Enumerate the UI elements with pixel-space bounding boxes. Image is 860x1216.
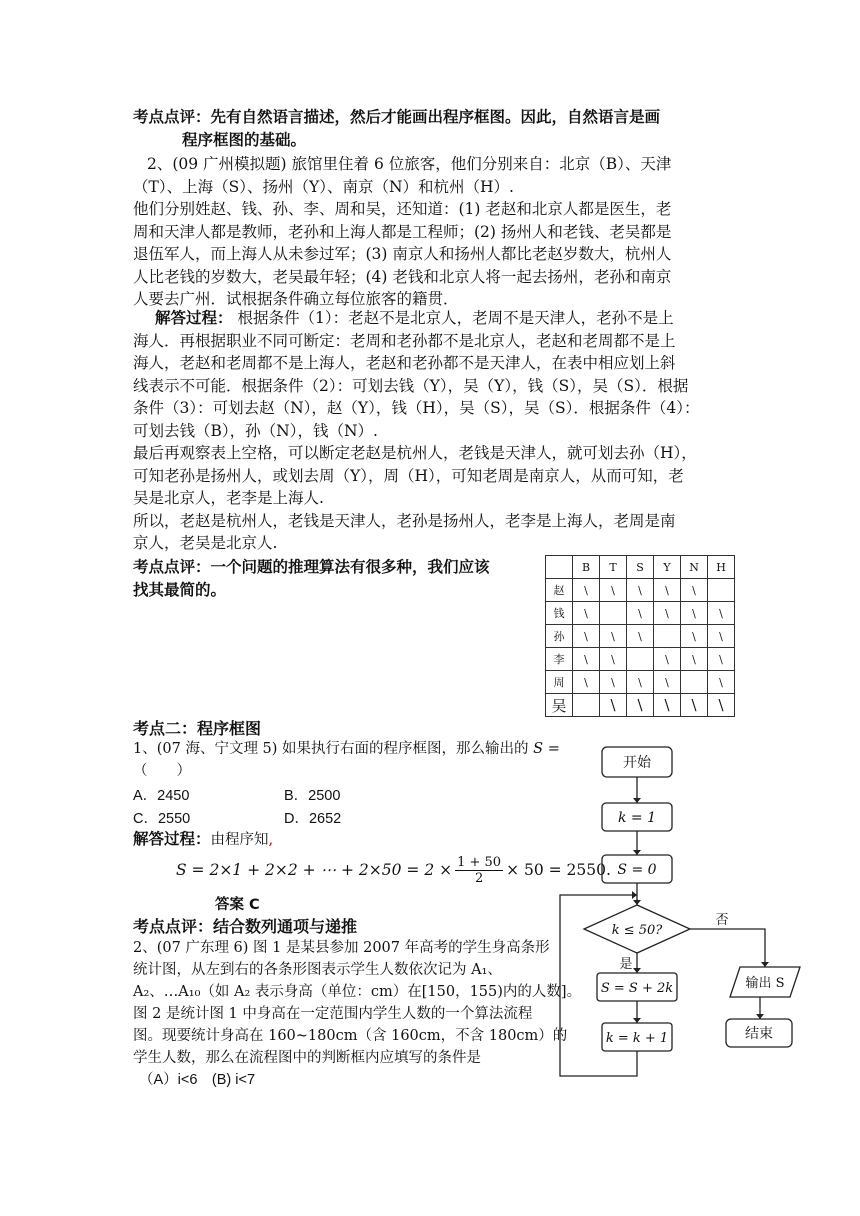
review-text: 先有自然语言描述，然后才能画出程序框图。因此，自然语言是画 [210, 108, 661, 126]
table-row [546, 671, 735, 694]
question-2-options: （A）i<6 (B) i<7 [139, 1072, 256, 1088]
review-1 [133, 106, 660, 129]
start-label: 开始 [623, 755, 651, 771]
problem-line: 他们分别姓赵、钱、孙、李、周和吴，还知道：(1) 老赵和北京人都是医生，老 [133, 200, 672, 218]
table-cell: \ [654, 579, 681, 602]
option-a: A．2450 [133, 788, 190, 804]
table-cell: \ [600, 625, 627, 648]
table-cell: \ [708, 602, 735, 625]
table-header-cell: H [708, 556, 735, 579]
review-2-line1: 考点点评：一个问题的推理算法有很多种，我们应该 [133, 558, 490, 576]
problem-line: 人比老钱的岁数大，老吴最年轻；(4) 老钱和北京人将一起去扬州，老孙和南京 [133, 267, 672, 286]
table-row-label: 李 [546, 648, 573, 671]
solution-line: 海人．再根据职业不同可断定：老周和老孙都不是北京人，老赵和老周都不是上 [133, 331, 676, 350]
flowchart [540, 735, 820, 1080]
table-cell [600, 602, 627, 625]
table-header-cell: N [681, 556, 708, 579]
table-cell: \ [573, 648, 600, 671]
formula-tail: × 50 = 2550. [506, 861, 611, 879]
table-cell [681, 671, 708, 694]
problem-line: 2、(09 广州模拟题) 旅馆里住着 6 位旅客，他们分别来自：北京（B）、天津 [147, 155, 672, 173]
table-cell: \ [627, 694, 654, 717]
question-2-line: A₂、…A₁₀（如 A₂ 表示身高（单位：cm）在[150，155)内的人数]。 [133, 984, 582, 1000]
solution-line: 线表示不可能．根据条件（2）：可划去钱（Y），吴（Y），钱（S），吴（S）．根据 [133, 376, 689, 395]
table-header-cell [546, 556, 573, 579]
question-2-line: 2、(07 广东理 6) 图 1 是某县参加 2007 年高考的学生身高条形 [133, 940, 550, 956]
table-grid [545, 555, 735, 717]
option-c: C．2550 [133, 811, 191, 827]
solution-line: 吴是北京人，老李是上海人. [133, 489, 324, 507]
section-heading: 考点二：程序框图 [133, 719, 262, 738]
solution-line: 京人，老吴是北京人. [133, 534, 278, 552]
formula-fraction [455, 855, 503, 886]
question-1-text: 1、(07 海、宁文理 5) 如果执行右面的程序框图，那么输出的 [133, 741, 529, 757]
question-1 [133, 738, 560, 760]
no-label: 否 [715, 913, 729, 928]
table-row [546, 694, 735, 717]
table-cell [708, 579, 735, 602]
review-3: 考点点评：结合数列通项与递推 [133, 917, 358, 936]
problem-2 [133, 153, 671, 311]
table-cell: \ [654, 648, 681, 671]
formula-head: S = 2×1 + 2×2 + ⋯ + 2×50 = 2 × [176, 861, 453, 879]
table-row [546, 602, 735, 625]
init-s-label: S = 0 [617, 862, 657, 878]
table-cell: \ [708, 625, 735, 648]
table-cell: \ [600, 648, 627, 671]
table-cell: \ [600, 694, 627, 717]
review-label: 考点点评： [133, 108, 211, 126]
update-s-label: S = S + 2k [600, 981, 674, 996]
question-1-var: S = [533, 741, 560, 757]
table-cell: \ [627, 671, 654, 694]
question-2-line: 统计图，从左到右的各条形图表示学生人数依次记为 A₁、 [133, 962, 502, 978]
reasoning-table [545, 555, 735, 717]
option-d: D．2652 [284, 811, 342, 827]
table-header-cell: T [600, 556, 627, 579]
review-2-line2: 找其最简的。 [133, 581, 227, 599]
solution-line: 所以，老赵是杭州人，老钱是天津人，老孙是扬州人，老李是上海人，老周是南 [133, 511, 676, 530]
table-cell: \ [573, 625, 600, 648]
table-cell: \ [627, 579, 654, 602]
table-row-label: 钱 [546, 602, 573, 625]
option-b: B．2500 [284, 788, 341, 804]
formula-numerator: 1 + 50 [457, 854, 502, 870]
table-cell: \ [708, 671, 735, 694]
question-1-paren: （ ） [133, 763, 191, 779]
problem-line: 退伍军人，而上海人从未参过军；(3) 南京人和扬州人都比老赵岁数大，杭州人 [133, 245, 672, 263]
table-cell [573, 694, 600, 717]
solution-line-first [133, 307, 700, 330]
table-cell [627, 648, 654, 671]
table-cell: \ [708, 648, 735, 671]
table-row-label: 吴 [546, 694, 573, 717]
solution-label: 解答过程： [155, 309, 233, 327]
table-cell [654, 625, 681, 648]
answer: 答案 C [215, 897, 260, 913]
init-k-label: k = 1 [617, 810, 657, 826]
problem-line: （T）、上海（S）、扬州（Y）、南京（N）和杭州（H）. [133, 177, 514, 196]
table-cell: \ [573, 579, 600, 602]
table-cell: \ [573, 602, 600, 625]
table-cell: \ [654, 671, 681, 694]
table-cell: \ [600, 579, 627, 602]
end-label: 结束 [745, 1026, 773, 1042]
table-cell: \ [573, 671, 600, 694]
solution-line: 海人，老赵和老周都不是上海人，老赵和老孙都不是天津人，在表中相应划上斜 [133, 354, 676, 372]
formula-denominator: 2 [474, 870, 484, 886]
problem-line: 人要去广州．试根据条件确立每位旅客的籍贯． [133, 290, 459, 308]
question-2-line: 图。现要统计身高在 160~180cm（含 160cm，不含 180cm）的 [133, 1028, 568, 1044]
solution-line: 可知老孙是扬州人，或划去周（Y），周（H），可知老周是南京人，从而可知，老 [133, 466, 684, 485]
yes-label: 是 [619, 957, 633, 972]
table-row-label: 赵 [546, 579, 573, 602]
table-row-label: 孙 [546, 625, 573, 648]
update-k-label: k = k + 1 [605, 1031, 669, 1046]
table-header-row [546, 556, 735, 579]
table-cell: \ [681, 648, 708, 671]
solution-line: 条件（3）：可划去赵（N），赵（Y），钱（H），吴（S），吴（S）．根据条件（4）： [133, 399, 700, 417]
table-cell: \ [600, 671, 627, 694]
table-cell: \ [681, 694, 708, 717]
table-cell: \ [627, 602, 654, 625]
question-2-line: 学生人数，那么在流程图中的判断框内应填写的条件是 [133, 1050, 481, 1066]
table-row [546, 625, 735, 648]
table-cell: \ [654, 694, 681, 717]
table-header-cell: S [627, 556, 654, 579]
table-header-cell: Y [654, 556, 681, 579]
condition-label: k ≤ 50? [611, 923, 663, 938]
solution-line: 根据条件（1）：老赵不是北京人，老周不是天津人，老孙不是上 [237, 309, 674, 327]
solution-1 [133, 307, 700, 555]
table-cell: \ [681, 602, 708, 625]
table-cell: \ [654, 602, 681, 625]
table-cell: \ [708, 694, 735, 717]
solution-line: 最后再观察表上空格，可以断定老赵是杭州人，老钱是天津人，就可划去孙（H）， [133, 444, 697, 462]
table-row [546, 648, 735, 671]
solution-comma: , [268, 832, 274, 848]
table-cell: \ [681, 625, 708, 648]
table-row [546, 579, 735, 602]
solution-text: 由程序知 [210, 832, 269, 848]
output-label: 输出 S [745, 976, 785, 991]
problem-line: 周和天津人都是教师，老孙和上海人都是工程师；(2) 扬州人和老钱、老吴都是 [133, 222, 672, 241]
table-header-cell: B [573, 556, 600, 579]
table-cell: \ [627, 625, 654, 648]
table-cell: \ [681, 579, 708, 602]
solution-label: 解答过程： [133, 830, 211, 848]
question-2 [133, 937, 581, 1091]
solution-line: 可划去钱（B），孙（N），钱（N）. [133, 421, 378, 440]
question-2-line: 图 2 是统计图 1 中身高在一定范围内学生人数的一个算法流程 [133, 1006, 533, 1022]
review-1-cont: 程序框图的基础。 [182, 131, 307, 149]
table-row-label: 周 [546, 671, 573, 694]
